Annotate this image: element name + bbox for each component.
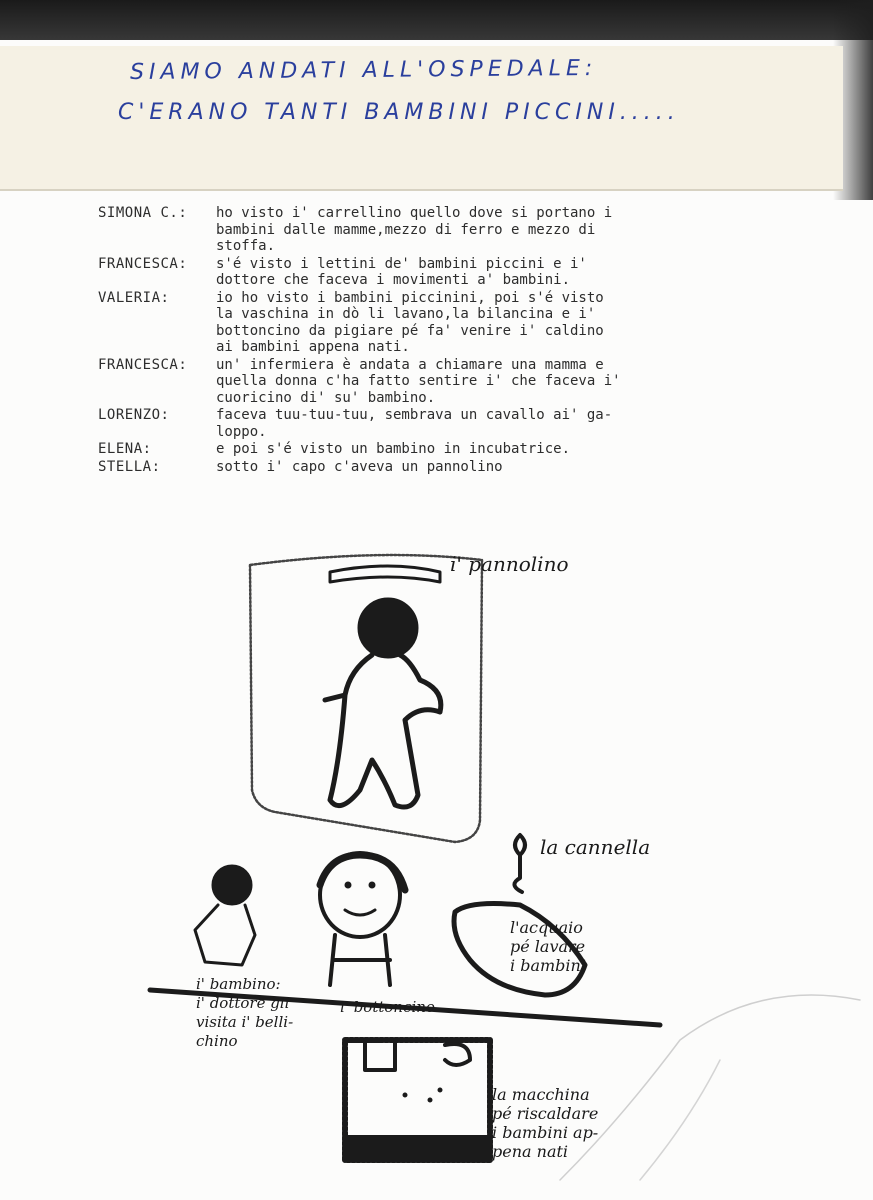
baby-body <box>325 655 441 807</box>
baby-head <box>358 598 418 658</box>
caption-bottoncino: i' bottoncino <box>340 998 435 1016</box>
child-left-head <box>212 865 252 905</box>
machine-knob-right <box>445 1044 470 1065</box>
speaker-line: e poi s'é visto un bambino in incubatrice. <box>216 441 571 457</box>
speaker-name: SIMONA C.: <box>98 205 188 221</box>
incubator-frame <box>250 555 482 842</box>
pencil-sketch <box>640 1060 720 1180</box>
speaker-line: sotto i' capo c'aveva un pannolino <box>216 458 503 475</box>
dialogue-row <box>98 205 738 255</box>
doctor-body <box>330 935 390 985</box>
title-line-2: C'ERANO TANTI BAMBINI PICCINI..... <box>118 100 680 125</box>
machine-dot <box>438 1088 442 1092</box>
speaker-name: FRANCESCA: <box>98 356 188 373</box>
speaker-name: STELLA: <box>98 458 161 475</box>
caption-pannolino: i' pannolino <box>450 552 569 576</box>
dialogue-transcript <box>98 205 738 476</box>
machine-base <box>345 1135 490 1160</box>
title-line-1: SIAMO ANDATI ALL'OSPEDALE: <box>129 55 598 86</box>
cannella-shape <box>514 835 525 892</box>
speaker-line: io ho visto i bambini piccinini, poi s'é visto la vaschina in dò li lavano,la bilancina e i' bottoncino da pigiare pé fa' venire i' caldino ai bambini appena nati. <box>216 289 604 355</box>
dialogue-row <box>98 441 738 458</box>
speaker-line: un' infermiera è andata a chiamare una mamma e quella donna c'ha fatto sentire i' che faceva i' cuoricino di' su' bambino. <box>216 356 621 406</box>
dialogue-row <box>98 407 738 440</box>
scan-dark-edge-top <box>0 0 873 44</box>
dialogue-row <box>98 459 738 476</box>
speaker-name: ELENA: <box>98 441 152 457</box>
machine-dot <box>428 1098 432 1102</box>
pannolino-shape <box>330 566 440 582</box>
dialogue-row <box>98 290 738 356</box>
child-left-body <box>195 905 255 965</box>
speaker-name: VALERIA: <box>98 289 170 306</box>
caption-bambino: i' bambino: i' dottore gli visita i' belli- chino <box>196 975 294 1050</box>
doctor-eye-right <box>369 882 375 888</box>
speaker-name: LORENZO: <box>98 407 170 423</box>
doctor-mouth <box>345 910 375 915</box>
machine-knob-left <box>365 1040 395 1070</box>
caption-cannella: la cannella <box>540 835 651 859</box>
caption-macchina: la macchina pé riscaldare i bambini ap- pena nati <box>492 1085 599 1161</box>
dialogue-row <box>98 357 738 407</box>
speaker-line: faceva tuu-tuu-tuu, sembrava un cavallo ai' ga- loppo. <box>216 407 613 440</box>
speaker-line: s'é visto i lettini de' bambini piccini e i' dottore che faceva i movimenti a' bambini. <box>216 255 587 288</box>
child-drawing <box>0 530 873 1190</box>
caption-acquaio: l'acquaio pé lavare i bambini <box>510 918 586 975</box>
doctor-eye-left <box>345 882 351 888</box>
speaker-name: FRANCESCA: <box>98 255 188 272</box>
speaker-line: ho visto i' carrellino quello dove si portano i bambini dalle mamme,mezzo di ferro e mezzo di stoffa. <box>216 205 613 254</box>
dialogue-row <box>98 256 738 289</box>
machine-dot <box>403 1093 407 1097</box>
